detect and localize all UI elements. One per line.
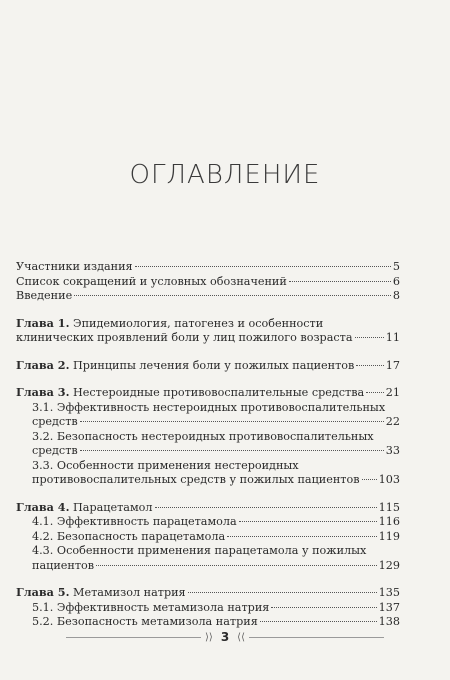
toc-subentry[interactable]	[16, 430, 400, 445]
chapter-3	[16, 385, 400, 488]
leader-dots	[362, 479, 377, 480]
subentry-title-cont: противовоспалительных средств у пожилых пациентов	[32, 473, 360, 486]
toc-subentry[interactable]	[16, 530, 400, 545]
leader-dots	[227, 536, 377, 537]
subentry-title-cont: пациентов	[32, 558, 95, 572]
toc-entry-continuation[interactable]	[16, 331, 400, 346]
toc-entry[interactable]	[16, 275, 400, 290]
subentry-title: 4.2. Безопасность парацетамола	[32, 529, 226, 543]
toc-subentry-continuation[interactable]	[16, 473, 400, 488]
table-of-contents	[16, 260, 400, 642]
toc-entry-page: 5	[392, 260, 400, 273]
leader-dots	[80, 450, 384, 451]
toc-entry-label: Участники издания	[16, 260, 133, 273]
chapter-prefix: Глава 2.	[16, 357, 70, 372]
toc-entry-page: 6	[392, 274, 400, 288]
chapter-prefix: Глава 4.	[16, 499, 70, 514]
chapter-2	[16, 358, 400, 374]
chapter-prefix: Глава 1.	[16, 315, 70, 330]
toc-entry-page: 115	[378, 500, 400, 514]
toc-entry-page: 116	[378, 515, 400, 528]
toc-entry[interactable]	[16, 500, 400, 516]
chapter-title: Принципы лечения боли у пожилых пациентов	[73, 358, 355, 372]
toc-subentry-continuation[interactable]	[16, 444, 400, 459]
toc-subentry[interactable]	[16, 459, 400, 474]
leader-dots	[135, 266, 391, 267]
chapter-title: Эпидемиология, патогенез и особенности	[73, 316, 324, 330]
subentry-title: 5.1. Эффективность метамизола натрия	[32, 600, 270, 614]
leader-dots	[356, 365, 383, 366]
toc-subentry[interactable]	[16, 615, 400, 630]
leader-dots	[155, 507, 377, 508]
page-footer	[0, 630, 450, 644]
chapter-title: Нестероидные противовоспалительные средства	[73, 386, 365, 399]
chapter-title: Метамизол натрия	[73, 586, 186, 599]
page-title: ОГЛАВЛЕНИЕ	[129, 160, 321, 190]
chapter-title-cont: клинических проявлений боли у лиц пожилого возраста	[16, 331, 353, 344]
chapter-1	[16, 316, 400, 346]
toc-entry-page: 137	[378, 600, 400, 614]
chapter-5	[16, 585, 400, 630]
toc-entry-page: 22	[385, 415, 400, 428]
chapter-4	[16, 500, 400, 574]
leader-dots	[355, 337, 384, 338]
leader-dots	[366, 392, 384, 393]
leader-dots	[96, 565, 377, 566]
subentry-title-cont: средств	[32, 444, 78, 457]
chapter-title: Парацетамол	[73, 500, 153, 514]
toc-entry-page: 119	[378, 529, 400, 543]
subentry-title: 3.3. Особенности применения нестероидных	[32, 458, 299, 472]
toc-entry[interactable]	[16, 289, 400, 304]
leader-dots	[80, 421, 384, 422]
leader-dots	[239, 521, 377, 522]
toc-entry-label: Список сокращений и условных обозначений	[16, 274, 287, 288]
toc-subentry[interactable]	[16, 515, 400, 530]
toc-entry-page: 21	[385, 386, 400, 399]
divider	[66, 637, 201, 638]
leader-dots	[74, 295, 391, 296]
toc-entry[interactable]	[16, 358, 400, 374]
subentry-title: 3.2. Безопасность нестероидных противовоспалительных	[32, 429, 374, 443]
leader-dots	[260, 621, 377, 622]
toc-entry[interactable]	[16, 260, 400, 275]
page-number: 3	[220, 630, 230, 644]
subentry-title-cont: средств	[32, 415, 78, 428]
toc-entry-page: 129	[378, 558, 400, 572]
subentry-title: 4.1. Эффективность парацетамола	[32, 515, 237, 528]
front-matter	[16, 260, 400, 304]
toc-entry[interactable]	[16, 316, 400, 332]
toc-entry-page: 17	[385, 358, 400, 372]
toc-entry-page: 103	[378, 473, 400, 486]
toc-subentry[interactable]	[16, 601, 400, 616]
divider	[249, 637, 384, 638]
toc-entry-page: 135	[378, 586, 400, 599]
toc-subentry[interactable]	[16, 544, 400, 559]
toc-entry-label: Введение	[16, 289, 73, 302]
leader-dots	[289, 281, 391, 282]
leader-dots	[188, 592, 377, 593]
toc-entry-page: 8	[392, 289, 400, 302]
toc-entry[interactable]	[16, 585, 400, 601]
chapter-prefix: Глава 5.	[16, 585, 70, 599]
leader-dots	[271, 607, 376, 608]
ornament-left-icon: ⟩⟩	[205, 631, 213, 643]
toc-entry[interactable]	[16, 385, 400, 401]
toc-subentry-continuation[interactable]	[16, 415, 400, 430]
subentry-title: 5.2. Безопасность метамизола натрия	[32, 615, 258, 628]
ornament-right-icon: ⟨⟨	[237, 631, 245, 643]
subentry-title: 4.3. Особенности применения парацетамола у пожилых	[32, 544, 367, 557]
toc-entry-page: 33	[385, 444, 400, 457]
toc-subentry-continuation[interactable]	[16, 559, 400, 574]
subentry-title: 3.1. Эффективность нестероидных противовоспалительных	[32, 400, 386, 414]
chapter-prefix: Глава 3.	[16, 385, 70, 399]
toc-entry-page: 138	[378, 615, 400, 628]
toc-entry-page: 11	[385, 331, 400, 344]
toc-subentry[interactable]	[16, 401, 400, 416]
